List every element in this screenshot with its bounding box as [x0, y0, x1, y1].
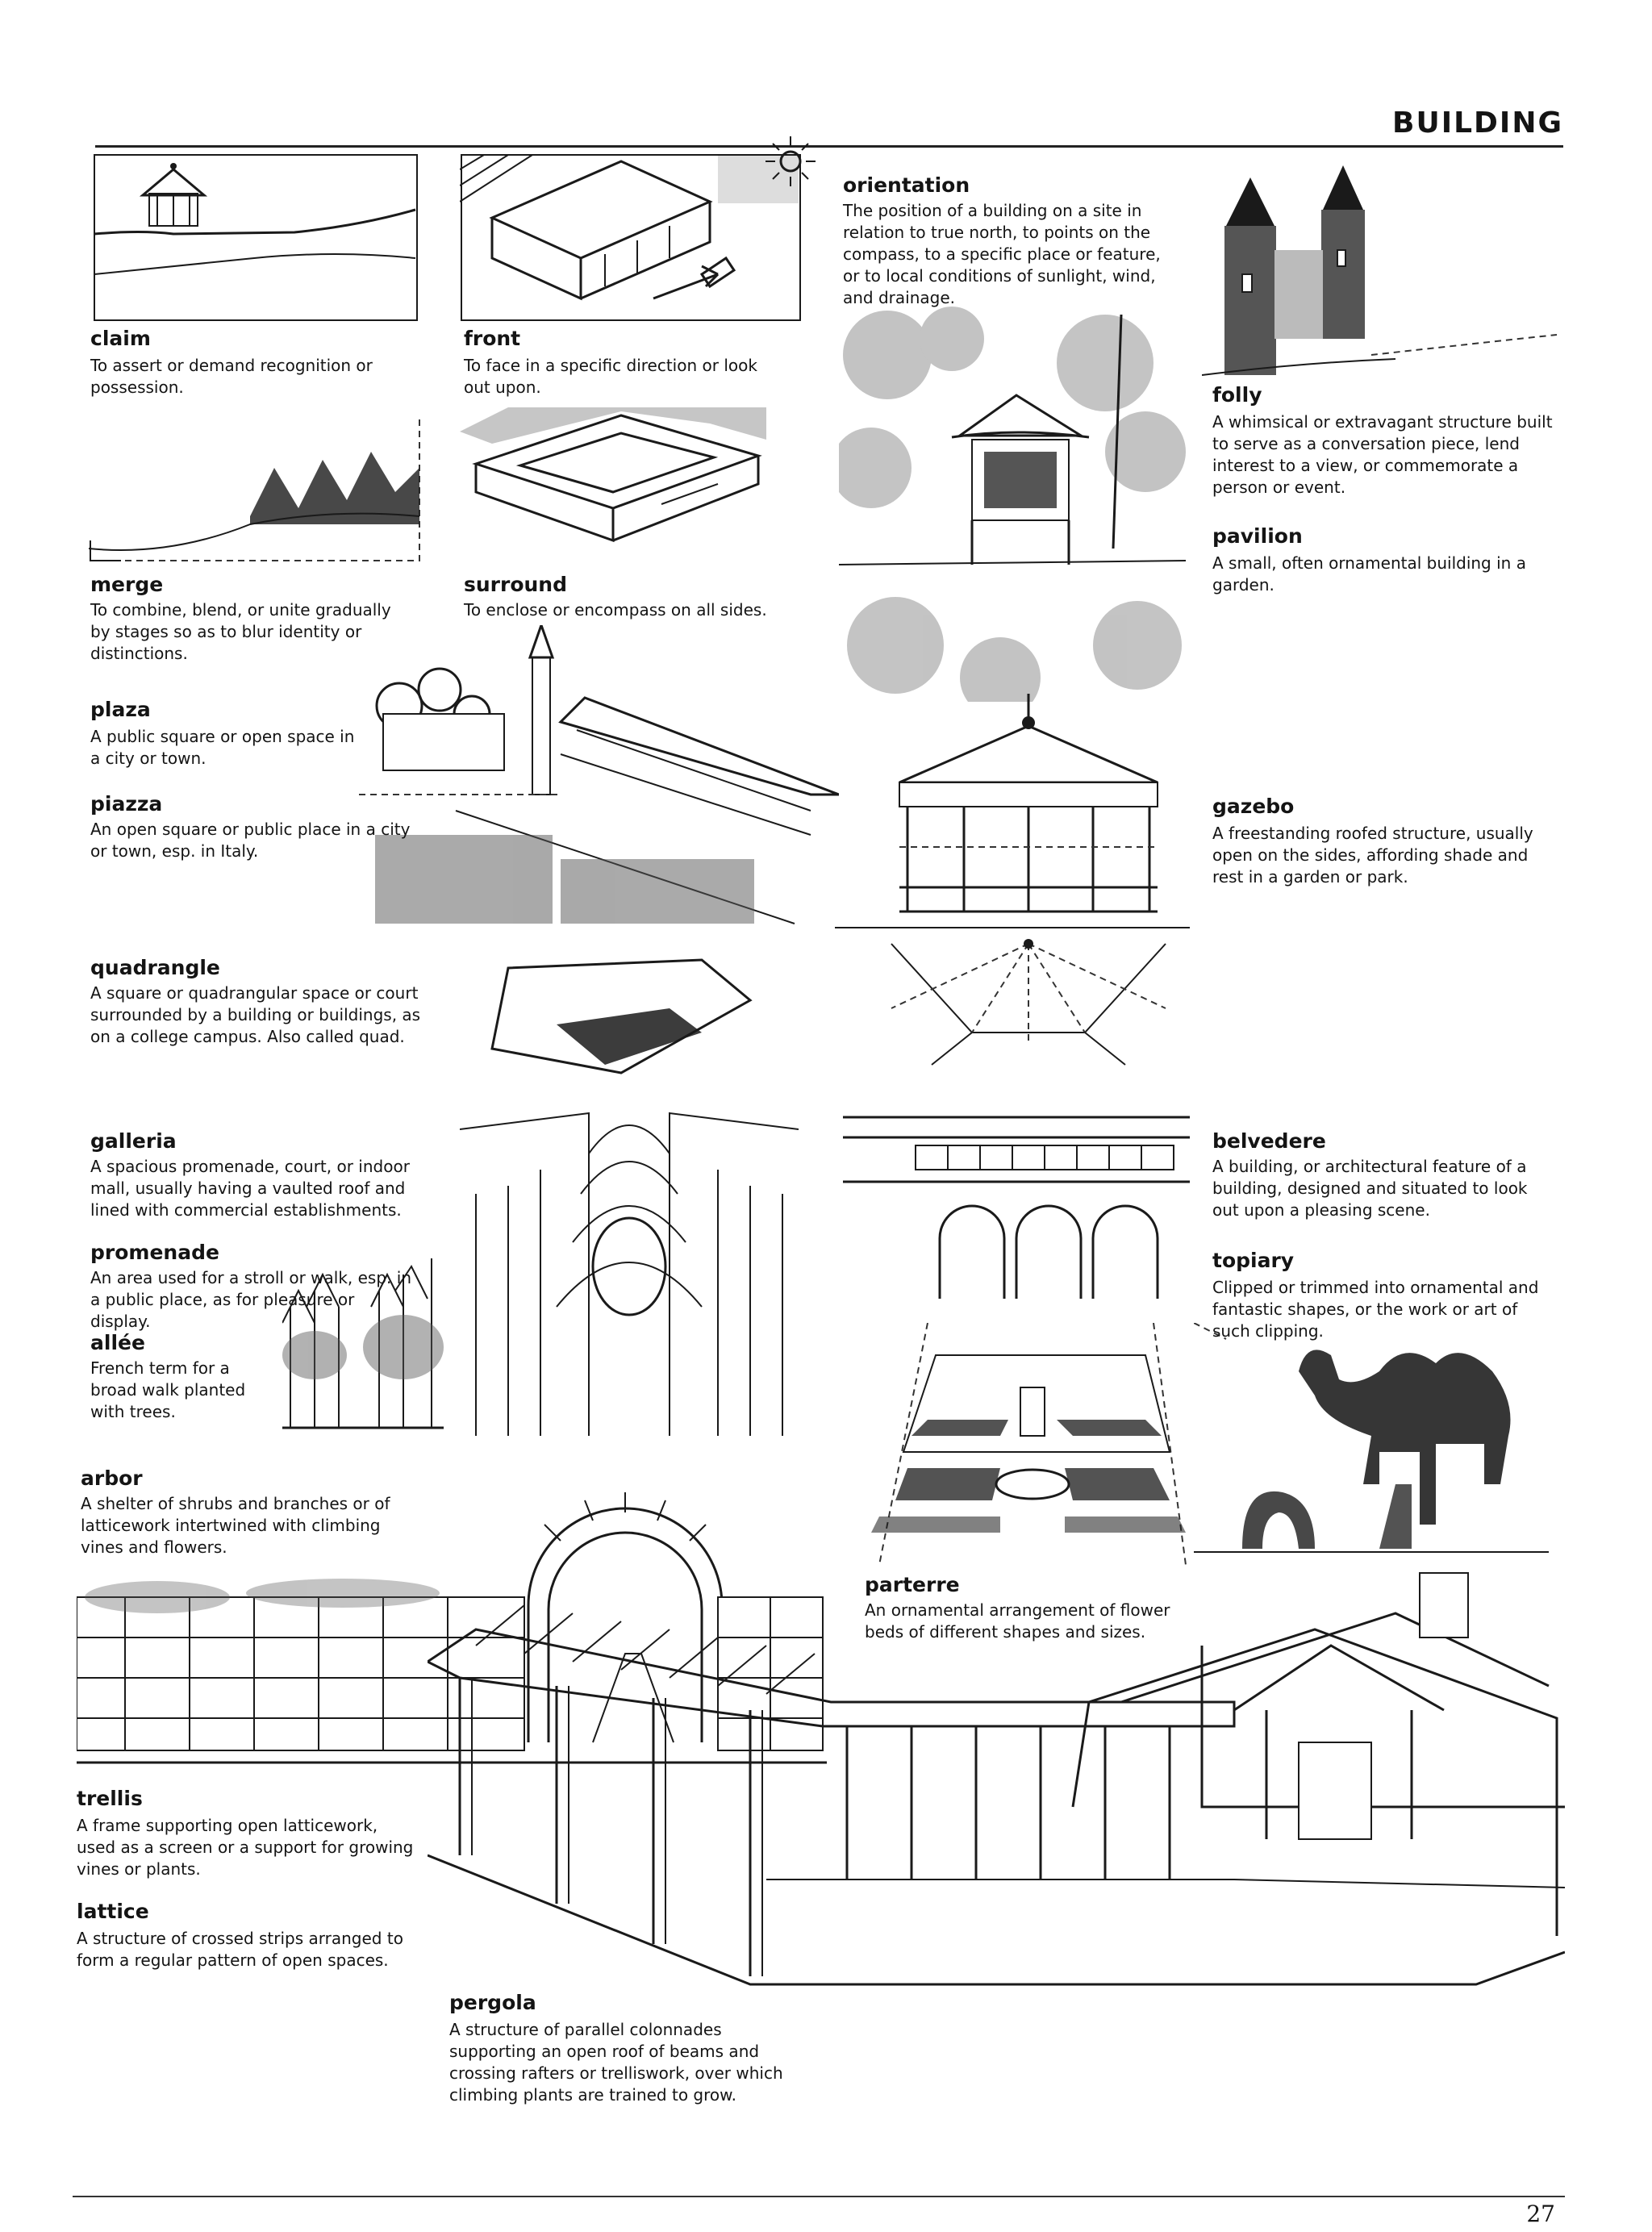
definition-promenade: An area used for a stroll or walk, esp. in a public place, as for pleasure or display.	[90, 1268, 411, 1331]
term-orientation: orientation	[843, 173, 970, 197]
definition-claim: To assert or demand recognition or possession.	[90, 356, 373, 397]
plaza-piazza-aerial-icon	[359, 625, 839, 928]
definition-quadrangle: A square or quadrangular space or court surrounded by a building or buildings, as on a college campus. Also called quad.	[90, 983, 421, 1046]
term-belvedere: belvedere	[1212, 1129, 1326, 1153]
definition-plaza: A public square or open space in a city or town.	[90, 727, 355, 768]
definition-lattice: A structure of crossed strips arranged to form a regular pattern of open spaces.	[77, 1929, 403, 1970]
term-plaza: plaza	[90, 698, 151, 721]
definition-orientation: The position of a building on a site in relation to true north, to points on the compass, to a specific place or feature, or to local conditions of sunlight, wind, and drainage.	[843, 201, 1161, 307]
term-parterre: parterre	[865, 1573, 960, 1596]
quadrangle-galleria-icon	[460, 952, 799, 1436]
merge-landscape-icon	[89, 419, 423, 569]
page-number: 27	[1526, 2201, 1555, 2227]
front-building-arrow-icon	[460, 153, 803, 323]
definition-surround: To enclose or encompass on all sides.	[464, 600, 767, 620]
term-merge: merge	[90, 573, 164, 596]
claim-hill-temple-icon	[93, 153, 419, 323]
term-trellis: trellis	[77, 1787, 143, 1810]
topiary-camel-icon	[1194, 1323, 1549, 1557]
folly-castle-icon	[1202, 161, 1565, 379]
surround-courtyard-icon	[460, 407, 766, 573]
definition-trellis: A frame supporting open latticework, used as a screen or a support for growing vines or plants.	[77, 1816, 414, 1879]
term-topiary: topiary	[1212, 1249, 1295, 1272]
term-surround: surround	[464, 573, 568, 596]
term-lattice: lattice	[77, 1900, 149, 1923]
definition-merge: To combine, blend, or unite gradually by stages so as to blur identity or distinctions.	[90, 600, 391, 663]
definition-pavilion: A small, often ornamental building in a garden.	[1212, 553, 1526, 595]
definition-topiary: Clipped or trimmed into ornamental and fantastic shapes, or the work or art of such clipping.	[1212, 1278, 1539, 1341]
term-claim: claim	[90, 327, 151, 350]
belvedere-elevation-icon	[843, 1101, 1198, 1303]
term-gazebo: gazebo	[1212, 795, 1295, 818]
definition-piazza: An open square or public place in a city or town, esp. in Italy.	[90, 820, 411, 861]
term-allee: allée	[90, 1331, 145, 1354]
term-galleria: galleria	[90, 1129, 177, 1153]
definition-parterre: An ornamental arrangement of flower beds of different shapes and sizes.	[865, 1600, 1170, 1642]
term-promenade: promenade	[90, 1241, 219, 1264]
definition-arbor: A shelter of shrubs and branches or of latticework intertwined with climbing vines and flowers.	[81, 1494, 390, 1557]
definition-pergola: A structure of parallel colonnades supporting an open roof of beams and crossing rafters or trelliswork, over which climbing plants are trained to grow.	[449, 2020, 783, 2105]
term-quadrangle: quadrangle	[90, 956, 220, 979]
definition-folly: A whimsical or extravagant structure built to serve as a conversation piece, lend interest to a view, or commemorate a person or event.	[1212, 412, 1553, 497]
sun-icon	[762, 133, 819, 190]
header-rule	[95, 145, 1563, 148]
term-arbor: arbor	[81, 1466, 143, 1490]
footer-rule	[73, 2196, 1565, 2197]
parterre-garden-icon	[839, 1323, 1194, 1565]
term-front: front	[464, 327, 521, 350]
page-header-title: BUILDING	[1392, 106, 1563, 140]
definition-belvedere: A building, or architectural feature of a building, designed and situated to look out upon a pleasing scene.	[1212, 1157, 1528, 1220]
term-folly: folly	[1212, 383, 1262, 407]
definition-front: To face in a specific direction or look out upon.	[464, 356, 757, 397]
gazebo-icon	[835, 694, 1190, 1097]
definition-gazebo: A freestanding roofed structure, usually open on the sides, affording shade and rest in a garden or park.	[1212, 824, 1533, 887]
term-pavilion: pavilion	[1212, 524, 1303, 548]
definition-galleria: A spacious promenade, court, or indoor mall, usually having a vaulted roof and lined with commercial establishments.	[90, 1157, 410, 1220]
term-piazza: piazza	[90, 792, 163, 816]
term-pergola: pergola	[449, 1991, 536, 2014]
pavilion-garden-icon	[839, 307, 1186, 702]
definition-allee: French term for a broad walk planted with trees.	[90, 1358, 246, 1421]
